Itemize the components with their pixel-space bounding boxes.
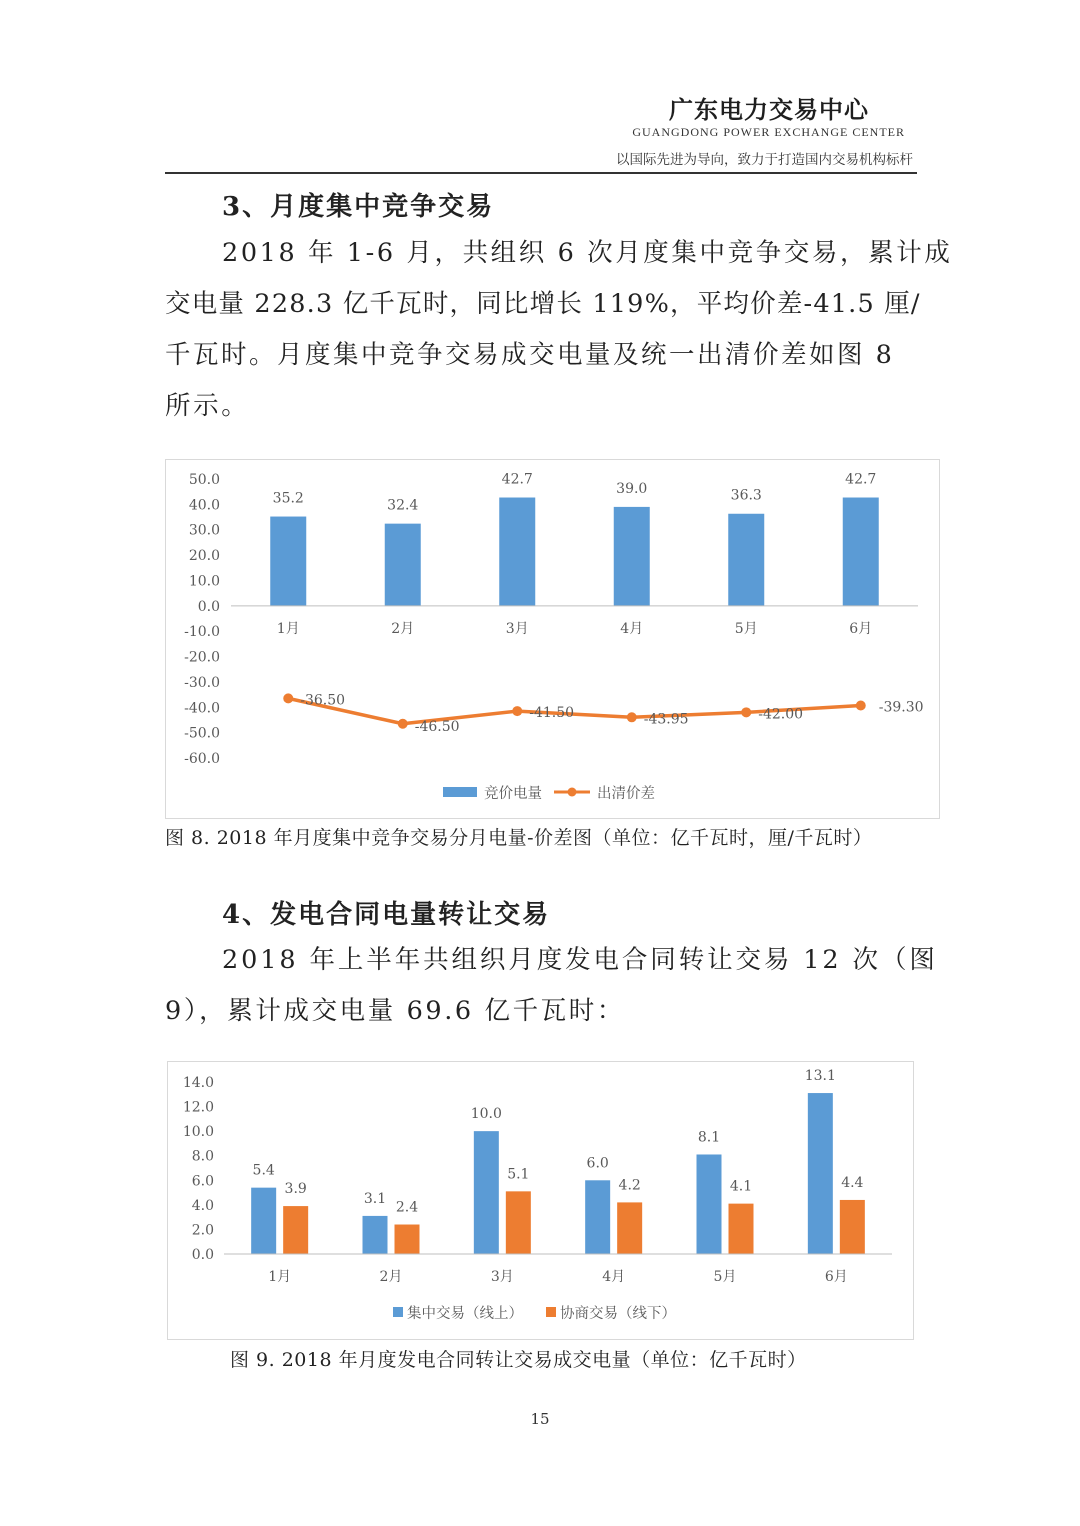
- bar-negotiated-trade: [729, 1204, 754, 1254]
- line-point: [856, 700, 866, 710]
- bar-data-label: 6.0: [586, 1155, 609, 1172]
- y-tick-label: 0.0: [191, 1247, 214, 1263]
- y-tick-label: 40.0: [188, 497, 220, 514]
- x-tick-label: 5月: [734, 620, 758, 637]
- line-data-label: -41.50: [529, 705, 575, 722]
- y-tick-label: 2.0: [191, 1222, 214, 1239]
- y-tick-label: -40.0: [184, 700, 220, 717]
- y-tick-label: 10.0: [182, 1124, 214, 1141]
- section3-paragraph: [165, 228, 953, 432]
- org-name-cn: 广东电力交易中心: [669, 96, 869, 124]
- x-tick-label: 3月: [490, 1269, 514, 1285]
- section4-line-2: 9），累计成交电量 69.6 亿千瓦时：: [165, 996, 625, 1026]
- page-header: [165, 88, 917, 174]
- section3-line-3: 千瓦时。月度集中竞争交易成交电量及统一出清价差如图 8: [165, 340, 895, 370]
- org-name-en: GUANGDONG POWER EXCHANGE CENTER: [632, 125, 905, 139]
- section3-line-4: 所示。: [165, 391, 250, 421]
- legend-label: 协商交易（线下）: [560, 1306, 676, 1322]
- y-tick-label: -60.0: [184, 751, 220, 767]
- figure9-svg: [168, 1062, 913, 1339]
- bar-bid-volume: [728, 514, 764, 606]
- bar-data-label: 4.1: [729, 1178, 753, 1195]
- bar-data-label: 5.1: [507, 1166, 530, 1183]
- figure8-caption: 图 8. 2018 年月度集中竞争交易分月电量-价差图（单位：亿千瓦时，厘/千瓦时）: [165, 827, 873, 849]
- section3-line-2: 交电量 228.3 亿千瓦时，同比增长 119%，平均价差-41.5 厘/: [165, 289, 921, 319]
- bar-centralized-trade: [363, 1216, 388, 1254]
- y-tick-label: 14.0: [182, 1075, 214, 1091]
- bar-data-label: 39.0: [616, 480, 648, 497]
- y-tick-label: 10.0: [188, 573, 220, 590]
- bar-negotiated-trade: [283, 1206, 308, 1254]
- y-tick-label: -10.0: [184, 624, 220, 641]
- org-slogan: 以国际先进为导向，致力于打造国内交易机构标杆: [616, 152, 913, 168]
- bar-data-label: 36.3: [730, 487, 762, 504]
- x-tick-label: 4月: [620, 620, 644, 637]
- figure8-svg: [166, 460, 939, 818]
- y-tick-label: -20.0: [184, 649, 220, 666]
- y-tick-label: -50.0: [184, 725, 220, 742]
- y-tick-label: 12.0: [182, 1099, 214, 1116]
- figure9-chart: [167, 1061, 914, 1340]
- bar-data-label: 42.7: [501, 471, 533, 488]
- bar-centralized-trade: [474, 1131, 499, 1254]
- page-number: 15: [530, 1410, 550, 1428]
- bar-negotiated-trade: [506, 1191, 531, 1254]
- x-tick-label: 2月: [379, 1269, 403, 1285]
- x-tick-label: 1月: [276, 620, 300, 637]
- bar-data-label: 10.0: [470, 1106, 502, 1123]
- bar-data-label: 8.1: [697, 1129, 721, 1146]
- section4-line-1: 2018 年上半年共组织月度发电合同转让交易 12 次（图: [222, 945, 938, 975]
- y-tick-label: 4.0: [191, 1197, 214, 1214]
- x-tick-label: 5月: [713, 1269, 737, 1285]
- y-tick-label: 8.0: [191, 1148, 214, 1165]
- y-tick-label: -30.0: [184, 674, 220, 691]
- x-tick-label: 4月: [602, 1269, 626, 1285]
- legend-swatch-orange: [546, 1307, 556, 1317]
- bar-data-label: 5.4: [252, 1162, 275, 1179]
- x-tick-label: 1月: [268, 1269, 292, 1285]
- bar-bid-volume: [270, 517, 306, 606]
- bar-data-label: 42.7: [845, 471, 877, 488]
- y-tick-label: 20.0: [188, 548, 220, 565]
- line-point: [283, 693, 293, 703]
- x-tick-label: 6月: [849, 620, 873, 637]
- figure8-chart: [165, 459, 940, 819]
- legend-swatch-blue: [393, 1307, 403, 1317]
- line-point: [398, 719, 408, 729]
- line-data-label: -39.30: [878, 699, 924, 716]
- legend-label: 集中交易（线上）: [407, 1306, 523, 1322]
- bar-centralized-trade: [251, 1188, 276, 1254]
- section4-heading: 4、发电合同电量转让交易: [222, 900, 551, 930]
- header-divider: [165, 172, 917, 174]
- legend-swatch-marker: [568, 788, 577, 797]
- bar-bid-volume: [614, 507, 650, 606]
- legend-label: 出清价差: [597, 786, 655, 802]
- bar-data-label: 3.1: [363, 1190, 387, 1207]
- bar-data-label: 13.1: [804, 1068, 836, 1085]
- line-point: [512, 706, 522, 716]
- section4-paragraph: [165, 935, 938, 1037]
- line-data-label: -36.50: [300, 692, 346, 709]
- bar-centralized-trade: [585, 1180, 610, 1254]
- bar-centralized-trade: [697, 1154, 722, 1254]
- y-tick-label: 30.0: [188, 522, 220, 539]
- legend-swatch-bar: [443, 787, 477, 797]
- line-point: [627, 712, 637, 722]
- bar-negotiated-trade: [840, 1200, 865, 1254]
- bar-bid-volume: [385, 524, 421, 606]
- y-tick-label: 50.0: [188, 472, 220, 488]
- section3-line-1: 2018 年 1-6 月，共组织 6 次月度集中竞争交易，累计成: [222, 238, 953, 268]
- x-tick-label: 3月: [505, 620, 529, 637]
- x-tick-label: 6月: [824, 1269, 848, 1285]
- bar-centralized-trade: [808, 1093, 833, 1254]
- bar-data-label: 3.9: [284, 1181, 307, 1198]
- bar-data-label: 4.4: [841, 1174, 864, 1191]
- bar-data-label: 2.4: [395, 1199, 419, 1216]
- bar-data-label: 4.2: [618, 1177, 641, 1194]
- figure9-caption: 图 9. 2018 年月度发电合同转让交易成交电量（单位：亿千瓦时）: [230, 1349, 807, 1371]
- legend-label: 竞价电量: [484, 786, 542, 802]
- line-data-label: -46.50: [414, 718, 460, 735]
- section3-heading: 3、月度集中竞争交易: [222, 192, 495, 222]
- y-tick-label: 6.0: [191, 1173, 214, 1190]
- bar-negotiated-trade: [395, 1225, 420, 1254]
- bar-bid-volume: [499, 498, 535, 606]
- bar-data-label: 32.4: [387, 497, 419, 514]
- y-tick-label: 0.0: [197, 598, 220, 615]
- bar-bid-volume: [843, 498, 879, 606]
- bar-data-label: 35.2: [272, 490, 304, 507]
- line-data-label: -42.00: [758, 706, 804, 723]
- line-point: [741, 707, 751, 717]
- bar-negotiated-trade: [617, 1202, 642, 1254]
- x-tick-label: 2月: [391, 620, 415, 637]
- line-data-label: -43.95: [643, 711, 689, 728]
